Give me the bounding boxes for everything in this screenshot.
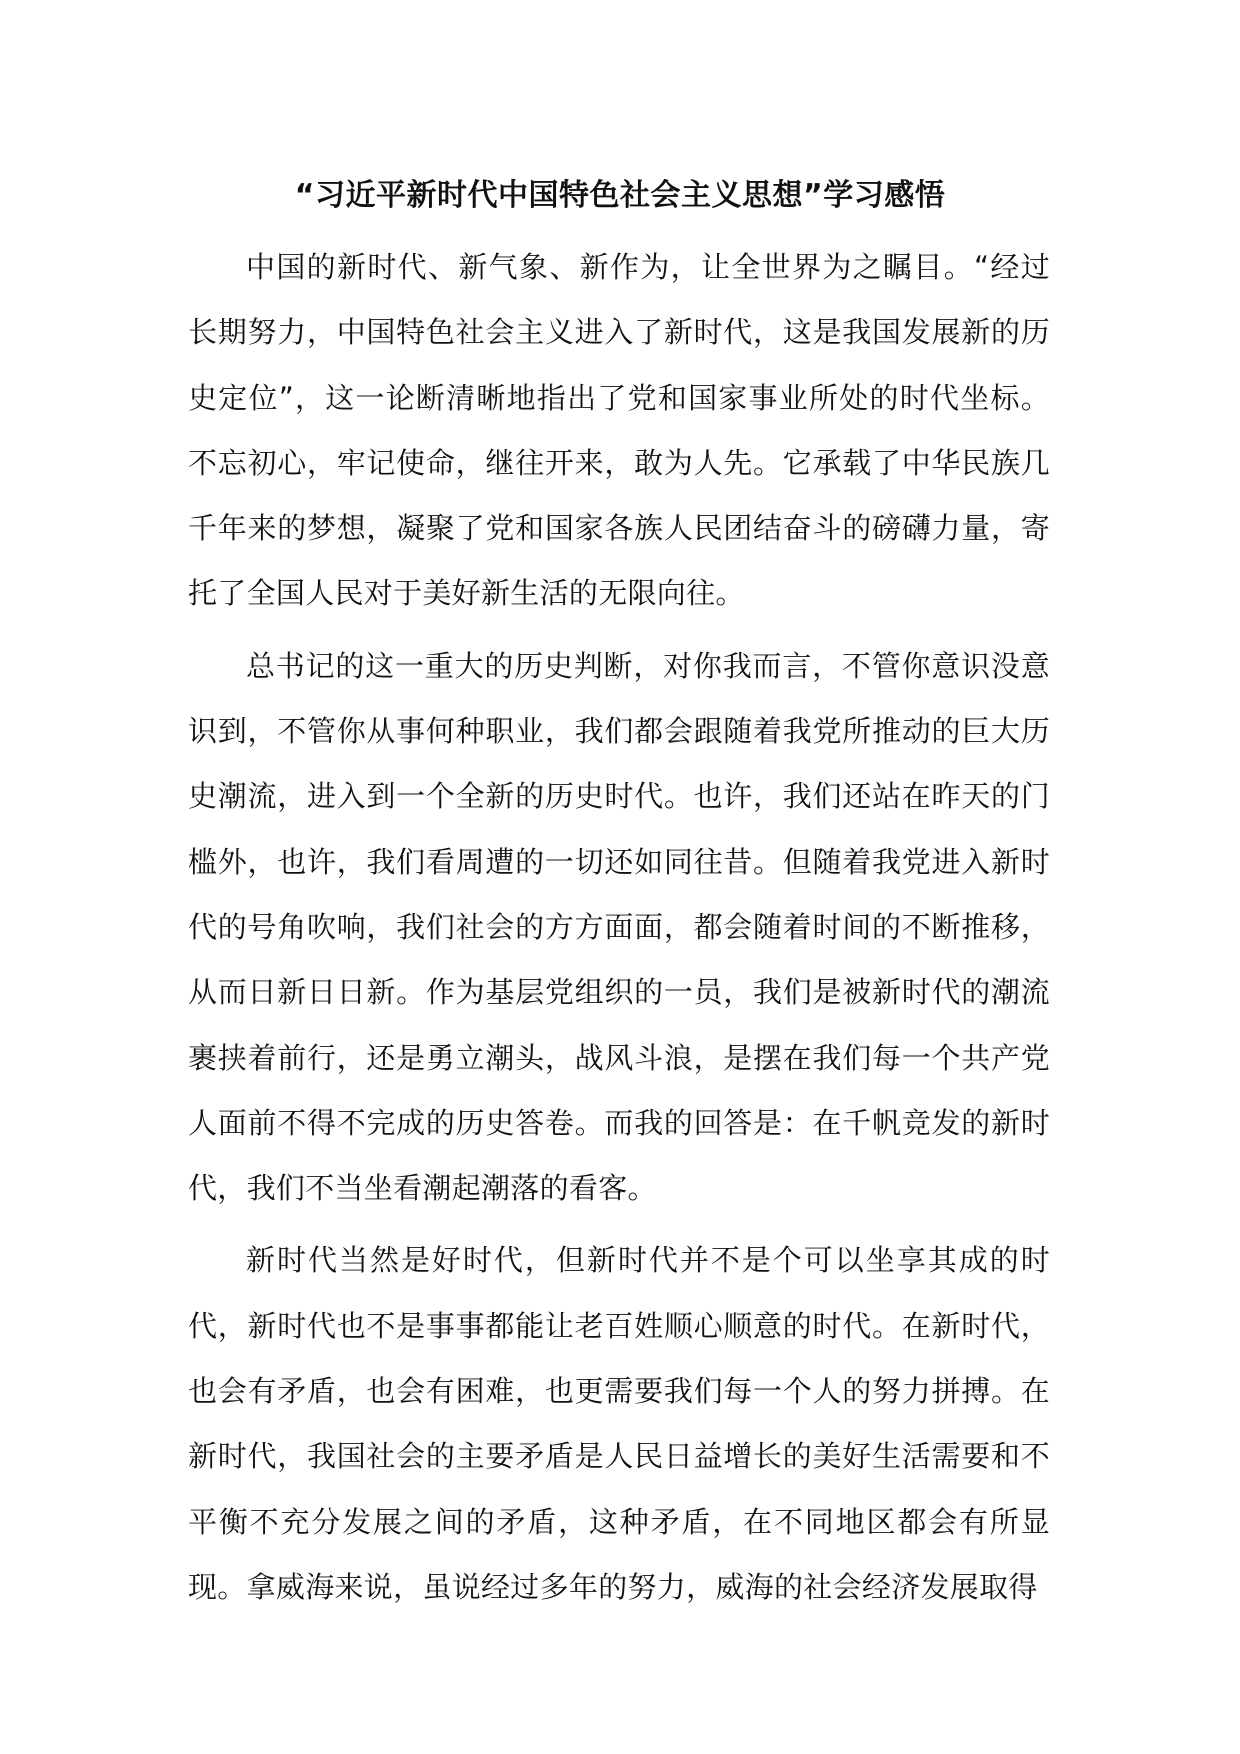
paragraph-2: 总书记的这一重大的历史判断，对你我而言，不管你意识没意识到，不管你从事何种职业，我们都会跟随着我党所推动的巨大历史潮流，进入到一个全新的历史时代。也许，我们还站在昨天的门槛外，也许，我们看周遭的一切还如同往昔。但随着我党进入新时代的号角吹响，我们社会的方方面面，都会随着时间的不断推移，从而日新日日新。作为基层党组织的一员，我们是被新时代的潮流裹挟着前行，还是勇立潮头，战风斗浪，是摆在我们每一个共产党人面前不得不完成的历史答卷。而我的回答是：在千帆竞发的新时代，我们不当坐看潮起潮落的看客。 <box>188 648 1050 1206</box>
paragraph-1: 中国的新时代、新气象、新作为，让全世界为之瞩目。“经过长期努力，中国特色社会主义进入了新时代，这是我国发展新的历史定位”，这一论断清晰地指出了党和国家事业所处的时代坐标。不忘初心，牢记使命，继往开来，敢为人先。它承载了中华民族几千年来的梦想，凝聚了党和国家各族人民团结奋斗的磅礴力量，寄托了全国人民对于美好新生活的无限向往。 <box>188 250 1050 611</box>
paragraph-3: 新时代当然是好时代，但新时代并不是个可以坐享其成的时代，新时代也不是事事都能让老百姓顺心顺意的时代。在新时代，也会有矛盾，也会有困难，也更需要我们每一个人的努力拼搏。在新时代，我国社会的主要矛盾是人民日益增长的美好生活需要和不平衡不充分发展之间的矛盾，这种矛盾，在不同地区都会有所显现。拿威海来说，虽说经过多年的努力，威海的社会经济发展取得 <box>188 1243 1050 1604</box>
document-body <box>188 235 1050 1620</box>
document-title: “习近平新时代中国特色社会主义思想”学习感悟 <box>294 178 946 213</box>
